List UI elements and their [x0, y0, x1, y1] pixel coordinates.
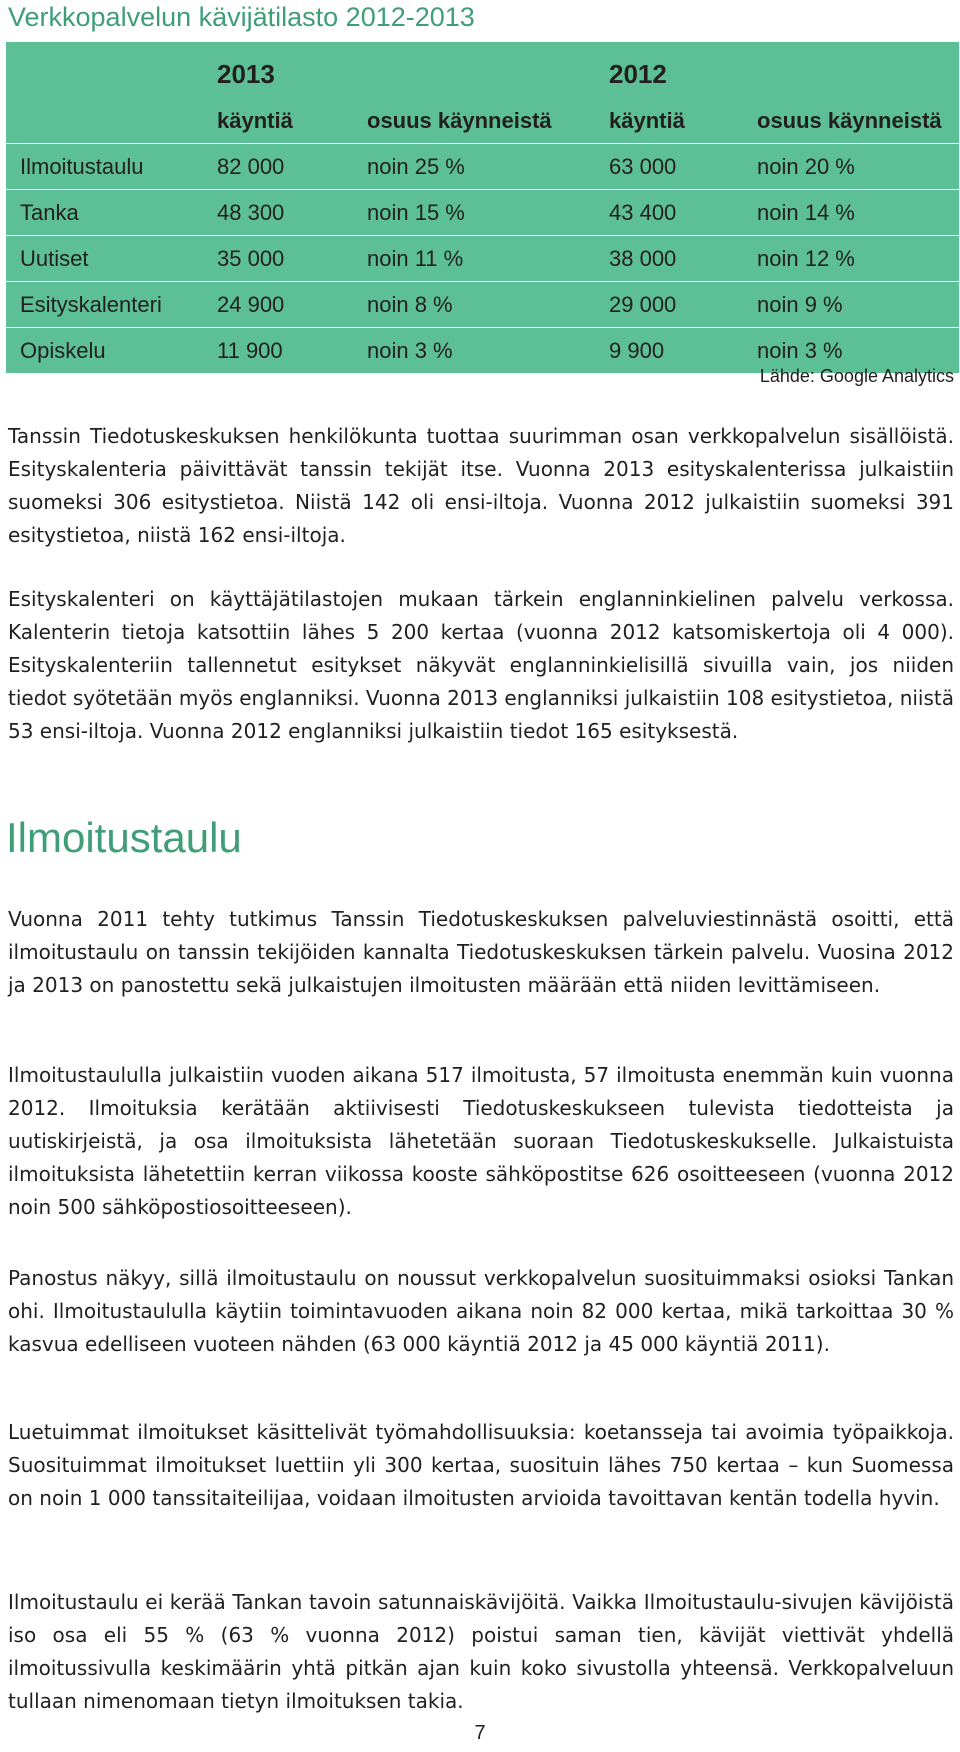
table-row — [6, 190, 959, 236]
page-number: 7 — [474, 1722, 486, 1744]
table-cell: 24 900 — [217, 282, 367, 328]
table-cell: 38 000 — [609, 236, 757, 282]
table-cell: noin 14 % — [757, 190, 959, 236]
row-label: Esityskalenteri — [6, 282, 217, 328]
year-2012-header: 2012 — [609, 58, 667, 89]
table-row — [6, 144, 959, 190]
table-cell: noin 9 % — [757, 282, 959, 328]
table-cell: noin 11 % — [367, 236, 609, 282]
table-cell: noin 3 % — [367, 328, 609, 374]
table-cell: noin 12 % — [757, 236, 959, 282]
body-paragraph: Luetuimmat ilmoitukset käsittelivät työmahdollisuuksia: koetansseja tai avoimia työpaikkoja. Suosituimmat ilmoitukset luettiin yli 300 kertaa, suosituin lähes 750 kertaa – kun Suomessa on noin 1 000 tanssitaiteilijaa, voidaan ilmoitusten arvioida tavoittavan kentän todella hyvin. — [8, 1420, 954, 1510]
column-header: käyntiä — [217, 107, 293, 133]
body-paragraph: Panostus näkyy, sillä ilmoitustaulu on noussut verkkopalvelun suosituimmaksi osioksi Tankan ohi. Ilmoitustaululla käytiin toimintavuoden aikana noin 82 000 kertaa, mikä tarkoittaa 30 % kasvua edelliseen vuoteen nähden (63 000 käyntiä 2012 ja 45 000 käyntiä 2011). — [8, 1266, 954, 1356]
year-2013-header: 2013 — [217, 58, 275, 89]
table-cell: 43 400 — [609, 190, 757, 236]
row-label: Tanka — [6, 190, 217, 236]
body-paragraph: Ilmoitustaulu ei kerää Tankan tavoin satunnaiskävijöitä. Vaikka Ilmoitustaulu-sivujen kävijöistä iso osa eli 55 % (63 % vuonna 2012) poistui saman tien, kävijät viettivät yhdellä ilmoitussivulla keskimäärin yhtä pitkän ajan kuin koko sivustolla yhteensä. Verkkopalveluun tullaan nimenomaan tietyn ilmoituksen takia. — [8, 1590, 954, 1713]
table-cell: noin 25 % — [367, 144, 609, 190]
year-header-row — [6, 42, 959, 98]
column-header: osuus käynneistä — [757, 107, 942, 133]
table-cell: 11 900 — [217, 328, 367, 374]
table-cell: noin 3 % — [757, 328, 959, 374]
table-row — [6, 282, 959, 328]
row-label: Opiskelu — [6, 328, 217, 374]
column-header: käyntiä — [609, 107, 685, 133]
body-paragraph: Ilmoitustaululla julkaistiin vuoden aikana 517 ilmoitusta, 57 ilmoitusta enemmän kuin vuonna 2012. Ilmoituksia kerätään aktiivisesti Tiedotuskeskukseen tulevista tiedotteista ja uutiskirjeistä, ja osa ilmoituksista lähetetään suoraan Tiedotuskeskukselle. Julkaistuista ilmoituksista lähetettiin kerran viikossa kooste sähköpostitse 626 osoitteeseen (vuonna 2012 noin 500 sähköpostiosoitteeseen). — [8, 1063, 954, 1219]
table-cell: 82 000 — [217, 144, 367, 190]
table-cell: noin 20 % — [757, 144, 959, 190]
column-header-row — [6, 98, 959, 144]
table-row — [6, 236, 959, 282]
body-paragraph: Vuonna 2011 tehty tutkimus Tanssin Tiedotuskeskuksen palveluviestinnästä osoitti, että ilmoitustaulu on tanssin tekijöiden kannalta Tiedotuskeskuksen tärkein palvelu. Vuosina 2012 ja 2013 on panostettu sekä julkaistujen ilmoitusten määrään että niiden levittämiseen. — [8, 907, 954, 997]
table-cell: 63 000 — [609, 144, 757, 190]
row-label: Uutiset — [6, 236, 217, 282]
row-label: Ilmoitustaulu — [6, 144, 217, 190]
table-cell: noin 8 % — [367, 282, 609, 328]
section-heading: Ilmoitustaulu — [6, 814, 242, 861]
table-cell: noin 15 % — [367, 190, 609, 236]
document-title: Verkkopalvelun kävijätilasto 2012-2013 — [8, 2, 475, 32]
table-cell: 35 000 — [217, 236, 367, 282]
body-paragraph: Tanssin Tiedotuskeskuksen henkilökunta tuottaa suurimman osan verkkopalvelun sisällöistä. Esityskalenteria päivittävät tanssin tekijät itse. Vuonna 2013 esityskalenterissa julkaistiin suomeksi 306 esitystietoa. Niistä 142 oli ensi-iltoja. Vuonna 2012 julkaistiin suomeksi 391 esitystietoa, niistä 162 ensi-iltoja. — [8, 424, 954, 547]
table-cell: 48 300 — [217, 190, 367, 236]
table-cell: 29 000 — [609, 282, 757, 328]
table-cell: 9 900 — [609, 328, 757, 374]
body-paragraph: Esityskalenteri on käyttäjätilastojen mukaan tärkein englanninkielinen palvelu verkossa. Kalenterin tietoja katsottiin lähes 5 200 kertaa (vuonna 2012 katsomiskertoja oli 4 000). Esityskalenteriin tallennetut esitykset näkyvät englanninkielisillä sivuilla vain, jos niiden tiedot syötetään myös englanniksi. Vuonna 2013 englanniksi julkaistiin 108 esitystietoa, niistä 53 ensi-iltoja. Vuonna 2012 englanniksi julkaistiin tiedot 165 esityksestä. — [8, 587, 954, 743]
visitor-stats-table — [6, 42, 959, 373]
source-note: Lähde: Google Analytics — [759, 366, 954, 386]
column-header: osuus käynneistä — [367, 107, 552, 133]
